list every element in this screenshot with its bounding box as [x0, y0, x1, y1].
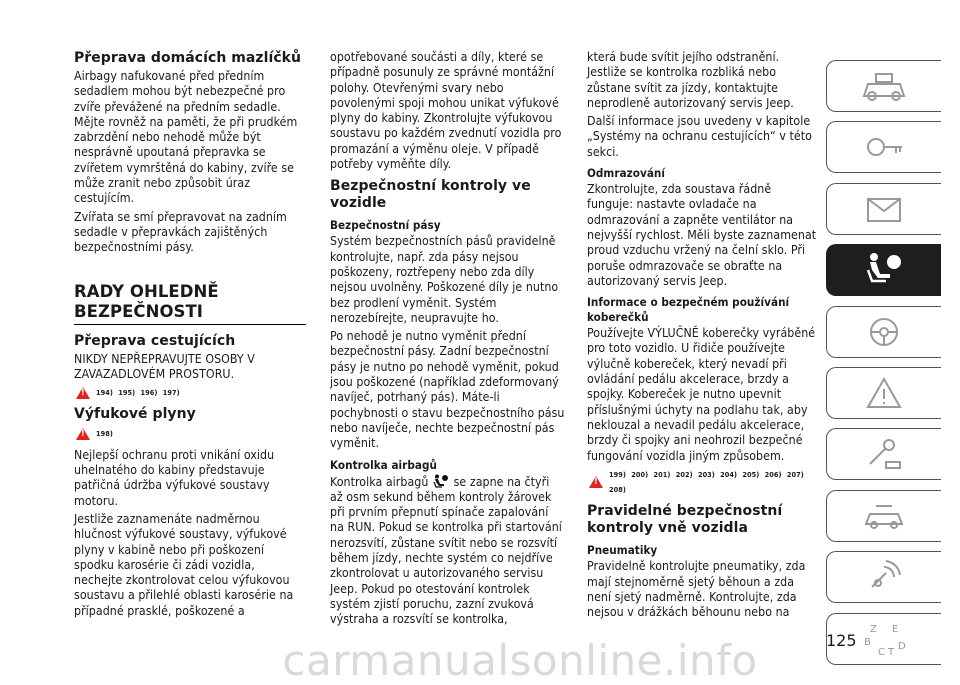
index-letter: B	[864, 636, 871, 648]
tab-technical-data[interactable]	[826, 490, 941, 542]
paragraph: opotřebované součásti a díly, které se případně posunuly ze správné montážní polohy. Otevřenými svary nebo povolenými spoji mohou unikat výfukové plyny do kabiny. Zkontrolujte výfukovou soustavu po každém zvednutí vozidla pro promazání a výměnu oleje. V případě potřeby vyměňte díly.	[330, 50, 562, 172]
multimedia-icon	[856, 557, 912, 597]
column-1	[74, 50, 306, 622]
paragraph: Nejlepší ochranu proti vnikání oxidu uhelnatého do kabiny představuje patřičná údržba výfukové soustavy motoru.	[74, 447, 275, 508]
text-span: Kontrolka airbagů	[330, 474, 429, 489]
paragraph: NIKDY NEPŘEPRAVUJTE OSOBY V ZAVAZADLOVÉM PROSTORU.	[74, 351, 255, 381]
index-letter: C	[878, 646, 885, 658]
tab-key[interactable]	[826, 121, 941, 173]
tab-warning-lights[interactable]	[826, 183, 941, 235]
warning-triangle-icon	[76, 387, 90, 399]
warning-reference-numbers: 199) 200) 201) 202) 203) 204) 205) 206) 207) 208)	[609, 469, 804, 495]
tab-dashboard[interactable]	[826, 60, 941, 112]
subheading-floor-mats: Informace o bezpečném používání koberečků	[587, 295, 790, 325]
index-letter: Z	[870, 623, 877, 635]
airbag-warning-icon	[432, 474, 450, 489]
section-title-safety-tips: RADY OHLEDNĚ BEZPEČNOSTI	[74, 282, 306, 325]
service-wrench-car-icon	[856, 434, 912, 474]
airbag-passenger-icon	[856, 250, 912, 290]
heading-pets: Přeprava domácích mazlíčků	[74, 50, 302, 66]
paragraph: Zvířata se smí přepravovat na zadním sedadle v přepravkách zajištěných bezpečnostními pásy.	[74, 209, 287, 255]
specifications-car-icon	[856, 496, 912, 536]
paragraph: která bude svítit jejího odstranění. Jestliže se kontrolka rozbliká nebo zůstane svítit za jízdy, kontaktujte neprodleně autorizovaný servis Jeep.	[587, 50, 794, 110]
tab-maintenance[interactable]	[826, 428, 941, 480]
column-2	[330, 50, 565, 631]
subheading-airbag-light: Kontrolka airbagů	[330, 457, 437, 472]
chapter-tabs	[826, 60, 941, 674]
paragraph: Pravidelně kontrolujte pneumatiky, zda mají stejnoměrně sjetý běhoun a zda není sjetý nadměrně. Kontrolujte, zda nejsou v drážkách běhounu nebo na	[587, 559, 806, 620]
column-3	[587, 50, 819, 624]
subheading-defrost: Odmrazování	[587, 166, 666, 181]
paragraph: Zkontrolujte, zda soustava řádně funguje: nastavte ovladače na odmrazování a zapněte ventilátor na nejvyšší rychlost. Měli byste zaznamenat proud vzduchu vržený na čelní sklo. Při poruše odmrazovače se obraťte na autorizovaný servis Jeep.	[587, 182, 817, 288]
paragraph: Systém bezpečnostních pásů pravidelně kontrolujte, např. zda pásy nejsou poškozeny, roztřepeny nebo zda díly nejsou uvolněny. Poškozené díly je nutno bez prodlení vyměnit. Systém nerozebírejte, neupravujte ho.	[330, 234, 559, 325]
heading-exterior-checks: Pravidelné bezpečnostní kontroly vně vozidla	[587, 503, 783, 537]
warning-reference	[589, 467, 819, 498]
warning-reference-numbers: 198)	[96, 429, 113, 439]
paragraph: Po nehodě je nutno vyměnit přední bezpečnostní pásy. Zadní bezpečnostní pásy je nutno po nehodě vyměnit, pokud jsou poškozené (například zdeformovaný navíječ, potrhaný pás). Máte-li pochybnosti o stavu bezpečnostního pásu nebo navíječe, nechte bezpečnostní pás vyměnit.	[330, 329, 565, 451]
warning-triangle-icon	[76, 428, 90, 440]
warning-reference	[76, 426, 306, 441]
warning-reference-numbers: 194) 195) 196) 197)	[96, 388, 180, 398]
page-number: 125	[826, 631, 857, 650]
index-letter: E	[892, 623, 899, 635]
heading-vehicle-checks: Bezpečnostní kontroly ve vozidle	[330, 178, 531, 212]
tab-multimedia[interactable]	[826, 551, 941, 603]
car-key-icon	[856, 127, 912, 167]
index-letter: D	[898, 640, 906, 652]
paragraph: Další informace jsou uvedeny v kapitole „Systémy na ochranu cestujících“ v této sekci.	[587, 114, 812, 159]
warning-triangle-icon	[856, 373, 912, 413]
paragraph: Používejte VÝLUČNĚ koberečky vyráběné pro toto vozidlo. U řidiče používejte výlučně kobereček, který nevadí při ovládání pedálu akcelerace, brzdy a spojky. Kobereček je nutno upevnit příslušnými úchyty na podlahu tak, aby neklouzal a nevadil pedálu akcelerace, brzdy či spojky ani neohrozil bezpečné fungování vozidla jiným způsobem.	[587, 326, 816, 463]
index-letter: T	[888, 646, 895, 658]
warning-reference	[76, 385, 306, 400]
tab-emergency[interactable]	[826, 367, 941, 419]
warning-light-envelope-icon	[856, 189, 912, 229]
tab-safety[interactable]	[826, 244, 941, 296]
steering-wheel-icon	[856, 312, 912, 352]
subheading-seat-belts: Bezpečnostní pásy	[330, 218, 441, 233]
paragraph: Jestliže zaznamenáte nadměrnou hlučnost výfukové soustavy, výfukové plyny v kabině nebo při poškození spodku karosérie či zádi vozidla, nechejte zkontrolovat celou výfukovou soustavu a přilehlé oblasti karosérie na případné prasklé, poškozené a	[74, 511, 294, 618]
text-span: se zapne na čtyři až osm sekund během kontroly žárovek při prvním přepnutí spínače zapalování na RUN. Pokud se kontrolka při startování nerozsvítí, zůstane svítit nebo se rozsvítí během jízdy, nechte systém co nejdříve zkontrolovat u autorizovaného servisu Jeep. Pokud po otestování kontrolek systém zjistí poruchu, zazní zvuková výstraha a rozsvítí se kontrolka,	[330, 474, 562, 627]
tab-driving[interactable]	[826, 306, 941, 358]
heading-passengers: Přeprava cestujících	[74, 332, 236, 349]
dashboard-car-icon	[856, 66, 912, 106]
heading-exhaust: Výfukové plyny	[74, 406, 196, 423]
paragraph	[330, 474, 565, 628]
watermark: carmanualsonline.info	[282, 636, 758, 685]
subheading-tyres: Pneumatiky	[587, 543, 658, 558]
paragraph: Airbagy nafukované před předním sedadlem mohou být nebezpečné pro zvíře převážené na předním sedadle. Mějte rovněž na paměti, že při prudkém zabrzdění nebo nehodě může být nesprávně upoutaná přepravka se zvířetem vymrštěná do kabiny, zvíře se může zranit nebo způsobit úraz cestujícím.	[74, 69, 298, 206]
warning-triangle-icon	[589, 476, 603, 488]
